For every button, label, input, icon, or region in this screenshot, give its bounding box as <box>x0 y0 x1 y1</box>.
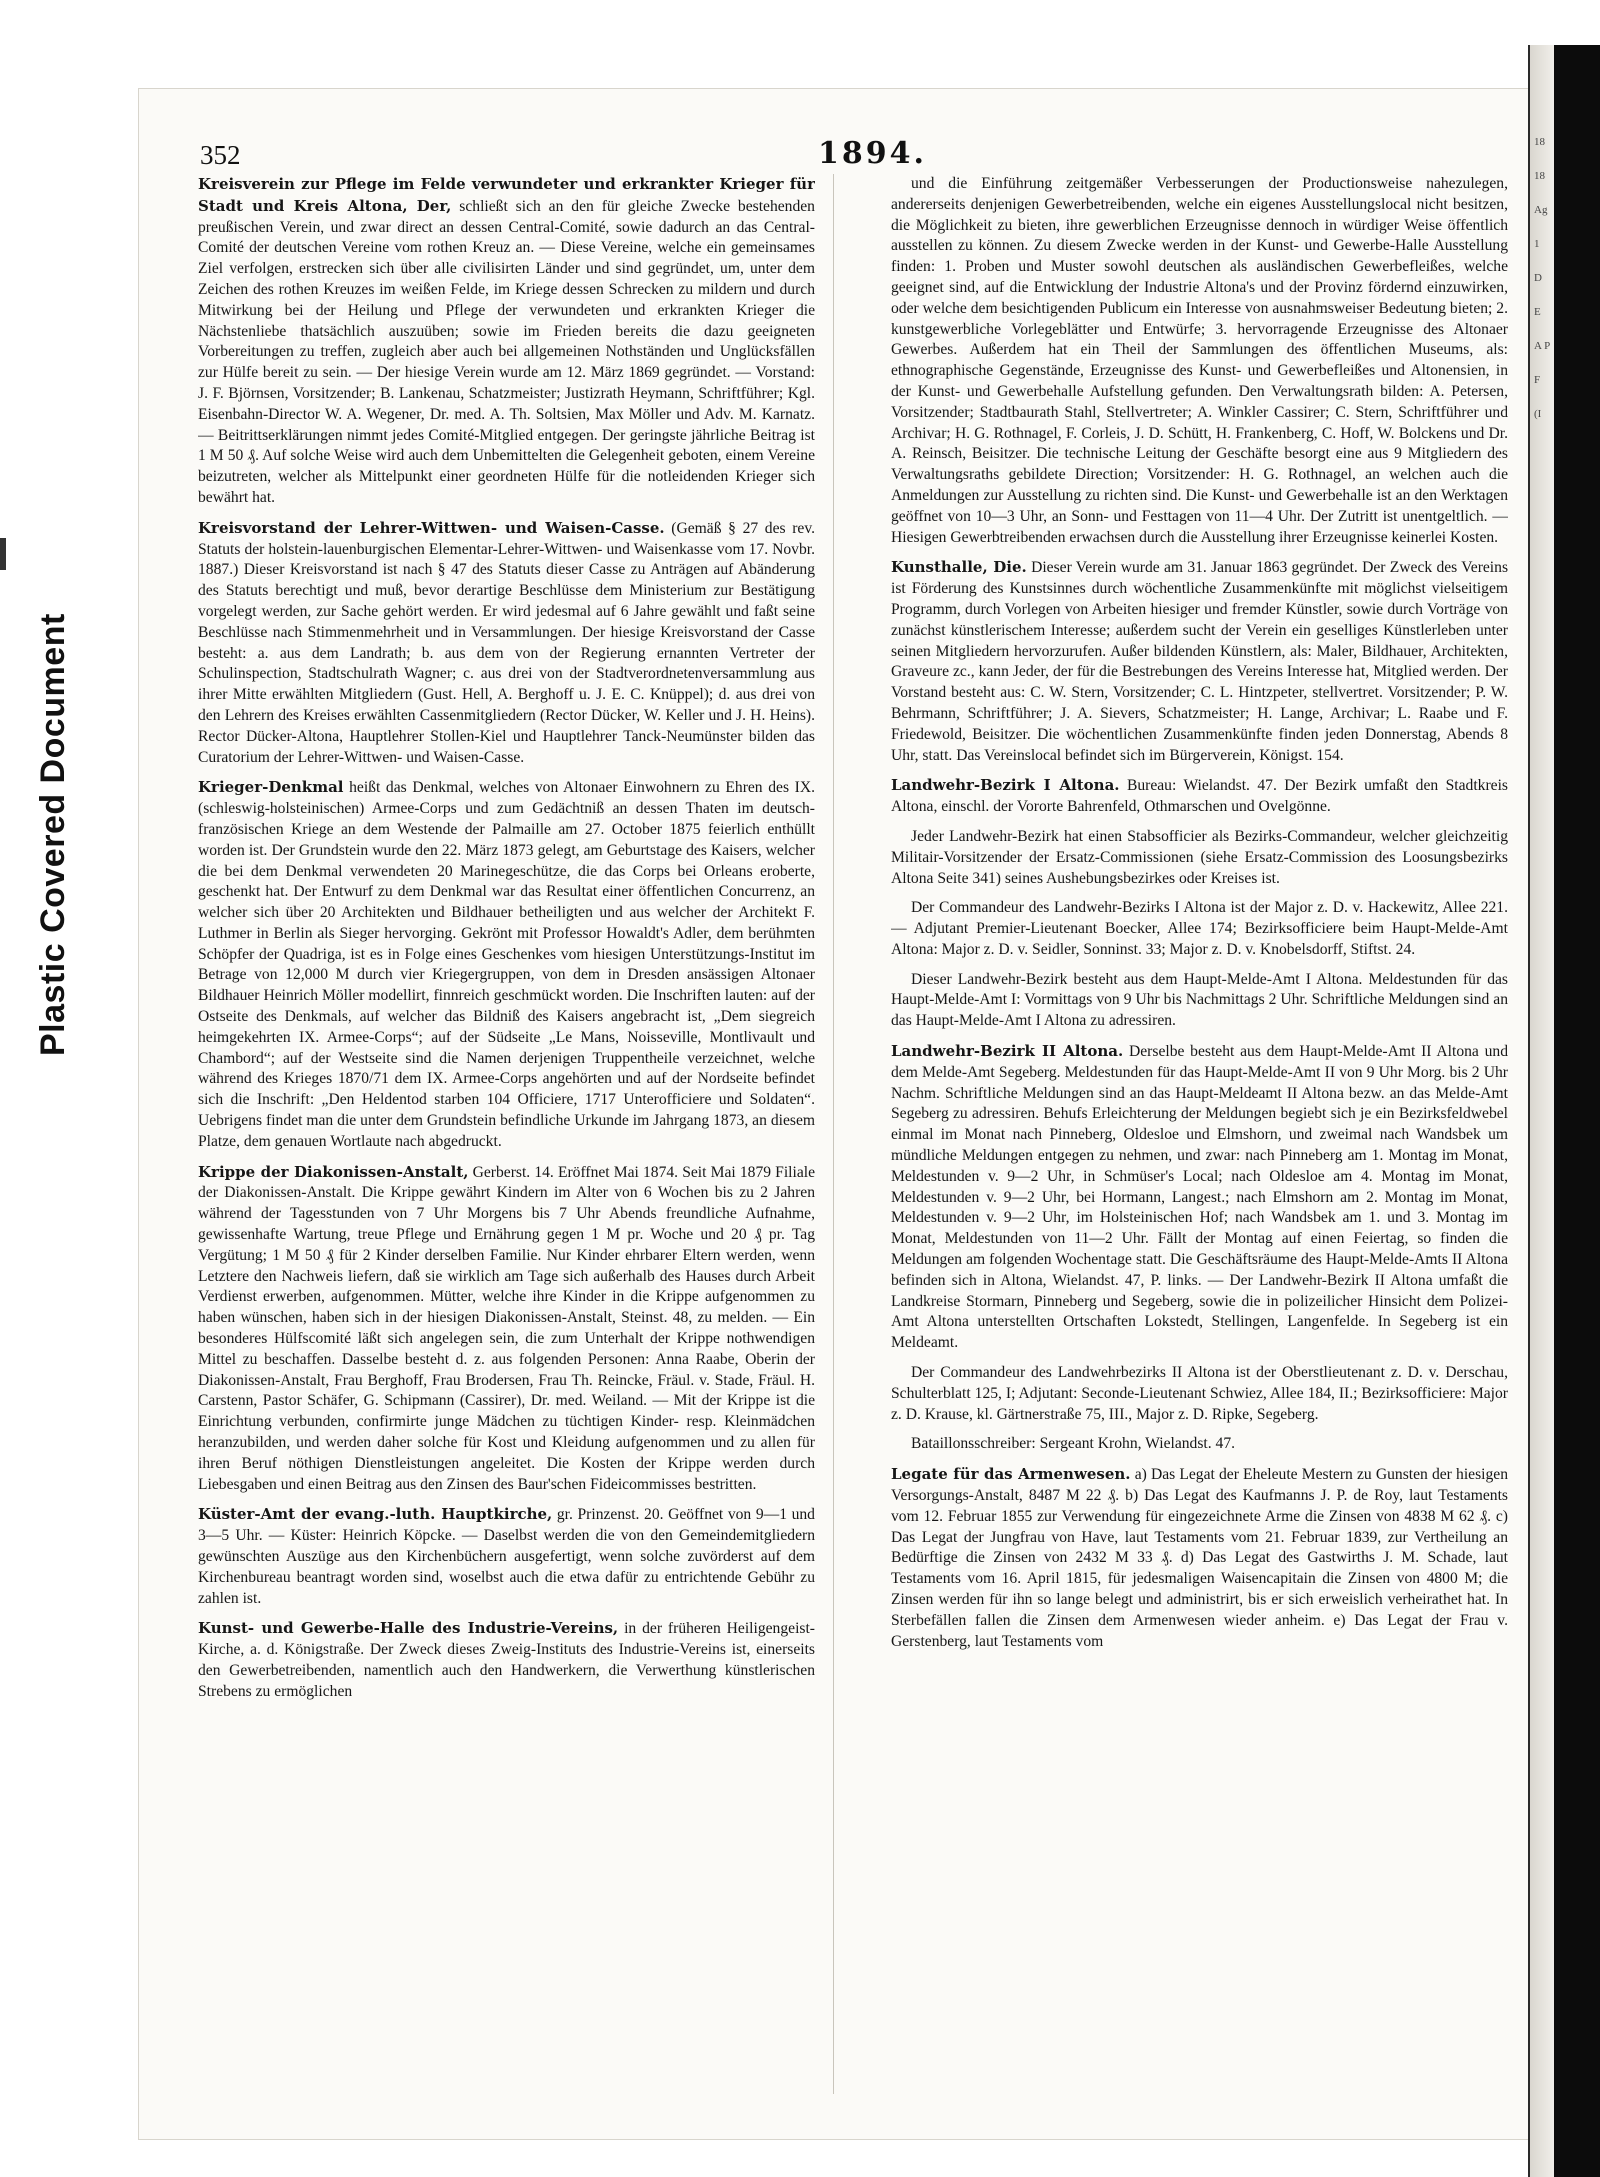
entry-text: Jeder Landwehr-Bezirk hat einen Stabsofficier als Bezirks-Commandeur, welcher gleichzeitig Militair-Vorsitzender der Ersatz-Commissionen (siehe Ersatz-Commission des Loosungsbezirks Altona Seite 341) seines Aushebungsbezirkes oder Kreises ist. <box>891 827 1508 887</box>
article-entry <box>891 827 1508 889</box>
page-number: 352 <box>200 140 241 170</box>
article-entry <box>891 970 1508 1032</box>
document-page <box>138 88 1548 2140</box>
side-label-text: Plastic Covered Document <box>34 613 72 1056</box>
entry-heading: Kunst- und Gewerbe-Halle des Industrie-Vereins, <box>198 1619 619 1638</box>
entry-text: Der Commandeur des Landwehr-Bezirks I Altona ist der Major z. D. v. Hackewitz, Allee 221. — Adjutant Premier-Lieutenant Boecker, Allee 174; Bezirksofficiere beim Haupt-Melde-Amt Altona: Major z. D. v. Seidler, Sonninst. 33; Major z. D. v. Knobelsdorff, Stiftst. 24. <box>891 899 1508 958</box>
entry-heading: Kunsthalle, Die. <box>891 558 1027 577</box>
entry-text: schließt sich an den für gleiche Zwecke bestehenden preußischen Verein, und zwar direct an dessen Central-Comité, sowie dadurch an das Central-Comité der deutschen Vereine vom rothen Kreuz an. — Diese Vereine, welche ein gemeinsames Ziel verfolgen, erstrecken sich über alle civilisirten Länder und sind gegründet, um, unter dem Zeichen des rothen Kreuzes im weißen Felde, im Kriege dessen Schrecken zu mildern und durch Mitwirkung bei der Heilung und Pflege der verwundeten und erkrankten Krieger die Nächstenliebe thatsächlich auszuüben; sowie im Frieden bereits die dazu geeigneten Vorbereitungen zu treffen, zugleich aber auch bei allgemeinen Nothständen und Unglücksfällen zur Hülfe bereit zu sein. — Der hiesige Verein wurde am 12. März 1869 gegründet. — Vorstand: J. F. Björnsen, Vorsitzender; B. Lankenau, Schatzmeister; Justizrath Heymann, Schriftführer; Kgl. Eisenbahn-Director W. A. Wegener, Dr. med. A. Th. Soltsien, Max Möller und Adv. M. Karnatz. — Beitrittserklärungen nimmt jedes Comité-Mitglied entgegen. Der geringste jährliche Beitrag ist 1 M 50 ₰. Auf solche Weise wird auch dem Unbemittelten die Gelegenheit geboten, einem Vereine beizutreten, welcher als Mittelpunkt einer geordneten Hülfe für die notleidenden Krieger sich bewährt hat. <box>198 197 815 506</box>
article-entry <box>198 174 815 509</box>
article-entry <box>198 1504 815 1609</box>
article-entry <box>891 1434 1508 1455</box>
article-entry <box>198 777 815 1152</box>
entry-text: Gerberst. 14. Eröffnet Mai 1874. Seit Mai 1879 Filiale der Diakonissen-Anstalt. Die Krippe gewährt Kindern im Alter von 6 Wochen bis zu 2 Jahren während der Tagesstunden von 7 Uhr Morgens bis 7 Uhr Abends freundliche Aufnahme, gewissenhafte Wartung, treue Pflege und Ernährung gegen 1 M pr. Woche und 20 ₰ pr. Tag Vergütung; 1 M 50 ₰ für 2 Kinder derselben Familie. Nur Kinder ehrbarer Eltern werden, wenn Letztere den Nachweis liefern, daß sie wirklich am Tage sich außerhalb des Hauses durch Arbeit Verdienst erwerben, aufgenommen. Mütter, welche ihre Kinder in die Krippe aufgenommen zu haben wünschen, haben sich in der hiesigen Diakonissen-Anstalt, Steinst. 48, zu melden. — Ein besonderes Hülfscomité läßt sich angelegen sein, die zum Unterhalt der Krippe nothwendigen Mittel zu beschaffen. Dasselbe besteht d. z. aus folgenden Personen: Anna Raabe, Oberin der Diakonissen-Anstalt, Frau Berghoff, Frau Brodersen, Frau Th. Reincke, Fräul. v. Stade, Fräul. H. Carstenn, Pastor Schäfer, G. Schipmann (Cassirer), Dr. med. Weiland. — Mit der Krippe ist die Einrichtung verbunden, confirmirte junge Mädchen zu tüchtigen Kinder- resp. Kleinmädchen heranzubilden, und werden daher solche für Kost und Kleidung aufgenommen und zu allen für ihren Beruf nöthigen Dienstleistungen angeleitet. Die Kosten der Krippe werden durch Liebesgaben und einen Beitrag aus den Zinsen des Baur'schen Fideicommisses bestritten. <box>198 1163 815 1493</box>
article-entry <box>891 1363 1508 1425</box>
entry-heading: Legate für das Armenwesen. <box>891 1465 1131 1484</box>
article-entry <box>198 518 815 769</box>
entry-heading: Kreisverein zur Pflege im Felde verwundeter und erkrankter Krieger für Stadt und Kreis Altona, Der, <box>198 175 815 215</box>
entry-heading: Landwehr-Bezirk I Altona. <box>891 776 1120 795</box>
entry-text: gr. Prinzenst. 20. Geöffnet von 9—1 und 3—5 Uhr. — Küster: Heinrich Köpcke. — Daselbst werden die von den Gemeindemitgliedern gewünschten Auszüge aus den Kirchenbüchern ausgefertigt, wenn solche zuvörderst auf dem Kirchenbureau beantragt worden sind, woselbst auch die etwa dafür zu entrichtende Gebühr zu zahlen ist. <box>198 1506 815 1607</box>
entry-heading: Krippe der Diakonissen-Anstalt, <box>198 1162 469 1181</box>
entry-heading: Landwehr-Bezirk II Altona. <box>891 1042 1124 1061</box>
entry-text: (Gemäß § 27 des rev. Statuts der holstein-lauenburgischen Elementar-Lehrer-Wittwen- und Waisenkasse vom 17. Novbr. 1887.) Dieser Kreisvorstand ist nach § 47 des Statuts dieser Casse zu Anträgen auf Abänderung des Statuts berechtigt und muß, bevor derartige Beschlüsse dem Ministerium zur Bestätigung vorgelegt werden, zur Sache gehört werden. Er wird jedesmal auf 6 Jahre gewählt und faßt seine Beschlüsse nach Stimmenmehrheit und in Versammlungen. Der hiesige Kreisvorstand der Casse besteht: a. aus dem Landrath; b. aus dem von der Regierung ernannten Vertreter der Schulinspection, Stadtschulrath Wagner; c. aus drei von der Stadtverordnetenversammlung aus ihrer Mitte erwählten Mitgliedern (Gust. Hell, A. Berghoff u. J. E. C. Knüppel); d. aus drei von den Lehrern des Kreises erwählten Cassenmitgliedern (Rector Dücker, W. Keller und J. H. Heins). Rector Dücker-Altona, Hauptlehrer Stollen-Kiel und Hauptlehrer Tanck-Neumünster bilden das Curatorium der Lehrer-Wittwen- und Waisen-Casse. <box>198 519 815 766</box>
entry-heading: Kreisvorstand der Lehrer-Wittwen- und Waisen-Casse. <box>198 518 665 537</box>
article-entry <box>198 1618 815 1702</box>
left-column <box>198 174 815 2094</box>
article-entry <box>891 1041 1508 1354</box>
entry-text: Dieser Landwehr-Bezirk besteht aus dem Haupt-Melde-Amt I Altona. Meldestunden für das Haupt-Melde-Amt I: Vormittags von 9 Uhr bis Nachmittags 2 Uhr. Schriftliche Meldungen sind an das Haupt-Melde-Amt I Altona zu adressiren. <box>891 970 1508 1030</box>
entry-heading: Krieger-Denkmal <box>198 778 344 797</box>
entry-text: Bureau: Wielandst. 47. Der Bezirk umfaßt den Stadtkreis Altona, einschl. der Vororte Bahrenfeld, Othmarschen und Ovelgönne. <box>891 777 1508 816</box>
scanner-edge <box>1554 45 1600 2177</box>
entry-text: heißt das Denkmal, welches von Altonaer Einwohnern zu Ehren des IX. (schleswig-holsteinischen) Armee-Corps und zum Gedächtniß an dessen Thaten im deutsch-französischen Kriege an dem Westende der Palmaille am 27. October 1875 feierlich enthüllt worden ist. Der Grundstein wurde den 22. März 1873 gelegt, am Geburtstage des Kaisers, welcher die bei dem Denkmal verwendeten 20 Marinegeschütze, die das Corps bei Orleans eroberte, geschenkt hat. Der Entwurf zu dem Denkmal war das Resultat einer öffentlichen Concurrenz, an welcher sich über 20 Architekten und Bildhauer betheiligten und aus welcher der Architekt F. Luthmer in Berlin als Sieger hervorging. Gekrönt mit Professor Howaldt's Adler, dem berühmten Schöpfer der Quadriga, ist es in Folge eines Geschenkes vom hiesigen Unterstützungs-Institut im Betrage von 12,000 M durch vier Kriegergruppen, von dem in Dresden ansässigen Altonaer Bildhauer Heinrich Möller modellirt, finnreich geschmückt worden. Die Inschriften lauten: auf der Ostseite des Denkmals, auf welcher das Bildniß des Kaisers angebracht ist, „Dem siegreich heimgekehrten IX. Armee-Corps“; auf der Südseite „Le Mans, Noisseville, Montlivault und Chambord“; auf der Westseite sind die Namen derjenigen Truppentheile verzeichnet, welche während des Krieges 1870/71 dem IX. Armee-Corps angehörten und auf der Nordseite befindet sich die Inschrift: „Den Heldentod starben 104 Officiere, 1717 Unterofficiere und Soldaten“. Uebrigens findet man die unter dem Grundstein befindliche Urkunde im Jahrgang 1873, an diesem Platze, dem genauen Wortlaute nach abgedruckt. <box>198 779 815 1150</box>
page-year: 1894. <box>818 136 927 171</box>
article-entry <box>891 898 1508 960</box>
entry-text: Bataillonsschreiber: Sergeant Krohn, Wielandst. 47. <box>911 1435 1236 1453</box>
entry-text: Dieser Verein wurde am 31. Januar 1863 gegründet. Der Zweck des Vereins ist Förderung des Kunstsinnes durch wöchentliche Zusammenkünfte mit möglichst vielseitigem Programm, durch Vorlegen von Arbeiten hiesiger und fremder Künstler, sowie durch Vorträge von zunächst künstlerischem Interesse; außerdem sucht der Verein ein geselliges Künstlerleben unter seinen Mitgliedern hervorzurufen. Außer bildenden Künstlern, als: Maler, Bildhauer, Architekten, Graveure zc., kann Jeder, der für die Bestrebungen des Vereins Interesse hat, Mitglied werden. Der Vorstand besteht aus: C. W. Stern, Vorsitzender; C. L. Hintzpeter, stellvertret. Vorsitzender; P. W. Behrmann, Schriftführer; J. A. Sievers, Schatzmeister; H. Lange, Archivar; L. Raabe und F. Friedewold, Beisitzer. Die wöchentlichen Zusammenkünfte finden jeden Donnerstag, Abends 8 Uhr, statt. Das Vereinslocal befindet sich im Bürgerverein, Königst. 154. <box>891 559 1508 764</box>
column-divider <box>833 174 834 2094</box>
entry-text: Derselbe besteht aus dem Haupt-Melde-Amt II Altona und dem Melde-Amt Segeberg. Meldestunden für das Haupt-Melde-Amt II von 9 Uhr Morg. bis 2 Uhr Nachm. Schriftliche Meldungen sind an das Haupt-Meldeamt II Altona bezw. an das Melde-Amt Segeberg zu adressiren. Behufs Erleichterung der Meldungen begiebt sich je ein Bezirksfeldwebel einmal im Monat nach Pinneberg, Oldesloe und Elmshorn, und zweimal nach Wandsbek um mündliche Meldungen entgegen zu nehmen, und zwar: nach Pinneberg am 1. Montag im Monat, Meldestunden v. 9—2 Uhr, in Schmüser's Local; nach Oldesloe am 4. Montag im Monat, Meldestunden v. 9—2 Uhr, bei Hormann, Langest.; nach Elmshorn am 2. Montag im Monat, Meldestunden v. 9—2 Uhr, im Holsteinischen Hof; nach Wandsbek am 1. und 3. Montag im Monat, Meldestunden von 11—2 Uhr. Fällt der Montag auf einen Feiertag, so finden die Meldungen am folgenden Wochentage statt. Die Geschäftsräume des Haupt-Melde-Amts II Altona befinden sich in Altona, Wielandst. 47, P. links. — Der Landwehr-Bezirk II Altona umfaßt die Landkreise Stormarn, Pinneberg und Segeberg, sowie die in polizeilicher Hinsicht dem Polizei-Amt Altona unterstellten Ortschaften Lokstedt, Stellingen, Langenfelde. In Segeberg ist ein Meldeamt. <box>891 1043 1508 1352</box>
scan-edge-mark <box>0 538 6 570</box>
entry-text: und die Einführung zeitgemäßer Verbesserungen der Productionsweise nahezulegen, andererseits denjenigen Gewerbetreibenden, welche ein eigenes Ausstellungslocal nicht besitzen, die Möglichkeit zu bieten, ihre gewerblichen Erzeugnisse dennoch in würdiger Weise öffentlich ausstellen zu können. Zu diesem Zwecke werden in der Kunst- und Gewerbe-Halle Ausstellung finden: 1. Proben und Muster sowohl deutschen als ausländischen Gewerbefleißes, welche geeignet sind, auf die Entwicklung der Industrie Altona's und der Provinz fördernd einzuwirken, oder welche dem besichtigenden Publicum ein Interesse von ausnahmsweiser Bedeutung bieten; 2. kunstgewerbliche Vorlegeblätter und Entwürfe; 3. hervorragende Erzeugnisse des Altonaer Gewerbes. Außerdem hat ein Theil der Sammlungen des öffentlichen Museums, als: ethnographische Gegenstände, Erzeugnisse des Kunst- und Gewerbefleißes und Altonensien, in der Kunst- und Gewerbehalle Aufstellung gefunden. Den Verwaltungsrath bilden: A. Petersen, Vorsitzender; Stadtbaurath Stahl, Stellvertreter; A. Winkler Cassirer; C. Stern, Schriftführer und Archivar; H. G. Rothnagel, F. Corleis, J. D. Schütt, H. Frankenberg, C. Hoff, W. Bolckens und Dr. A. Reinsch, Beisitzer. Die technische Leitung der Geschäfte besorgt eine aus 9 Mitgliedern des Verwaltungsraths gebildete Direction; Vorsitzender: H. G. Rothnagel, an welchen auch die Anmeldungen zur Ausstellung zu richten sind. Die Kunst- und Gewerbehalle ist an den Werktagen geöffnet von 10—3 Uhr, an Sonn- und Festtagen von 11—4 Uhr. Der Zutritt ist unentgeltlich. — Hiesigen Gewerbtreibenden erwachsen durch die Ausstellung ihrer Erzeugnisse keinerlei Kosten. <box>891 175 1508 546</box>
article-entry <box>891 557 1508 766</box>
article-entry <box>891 1464 1508 1652</box>
right-column <box>891 174 1508 2094</box>
facing-page-marks: 18 18 Ag 1 D E A P F (I <box>1534 136 1550 420</box>
entry-text: in der früheren Heiligengeist-Kirche, a. d. Königstraße. Der Zweck dieses Zweig-Instituts des Industrie-Vereins ist, einerseits den Gewerbetreibenden, namentlich auch den Handwerkern, die Verwerthung künstlerischen Strebens zu ermöglichen <box>198 1620 815 1700</box>
article-entry <box>891 775 1508 818</box>
entry-heading: Küster-Amt der evang.-luth. Hauptkirche, <box>198 1505 553 1524</box>
entry-text: Der Commandeur des Landwehrbezirks II Altona ist der Oberstlieutenant z. D. v. Derschau, Schulterblatt 125, I; Adjutant: Seconde-Lieutenant Schwiez, Allee 184, II.; Bezirksofficiere: Major z. D. Krause, kl. Gärtnerstraße 75, III., Major z. D. Ripke, Segeberg. <box>891 1364 1508 1423</box>
article-entry <box>891 174 1508 548</box>
entry-text: a) Das Legat der Eheleute Mestern zu Gunsten der hiesigen Versorgungs-Anstalt, 8487 M 22 ₰. b) Das Legat des Kaufmanns J. P. de Roy, laut Testaments vom 12. Februar 1855 zur Verwendung für eingezeichnete Arme die Zinsen von 4838 M 62 ₰. c) Das Legat der Jungfrau von Have, laut Testaments vom 21. Februar 1839, zur Vertheilung an Bedürftige die Zinsen von 2432 M 33 ₰. d) Das Legat des Gastwirths J. M. Schade, laut Testaments vom 16. April 1815, für jedesmaligen Waisencapitain die Zinsen von 4800 M; die Zinsen werden für ihn so lange belegt und administrirt, bis er sich erweislich verheirathet hat. In Sterbefällen fallen die Zinsen dem Armenwesen wieder anheim. e) Das Legat der Frau v. Gerstenberg, laut Testaments vom <box>891 1466 1508 1650</box>
facing-page-edge <box>1528 45 1554 2177</box>
article-entry <box>198 1162 815 1496</box>
